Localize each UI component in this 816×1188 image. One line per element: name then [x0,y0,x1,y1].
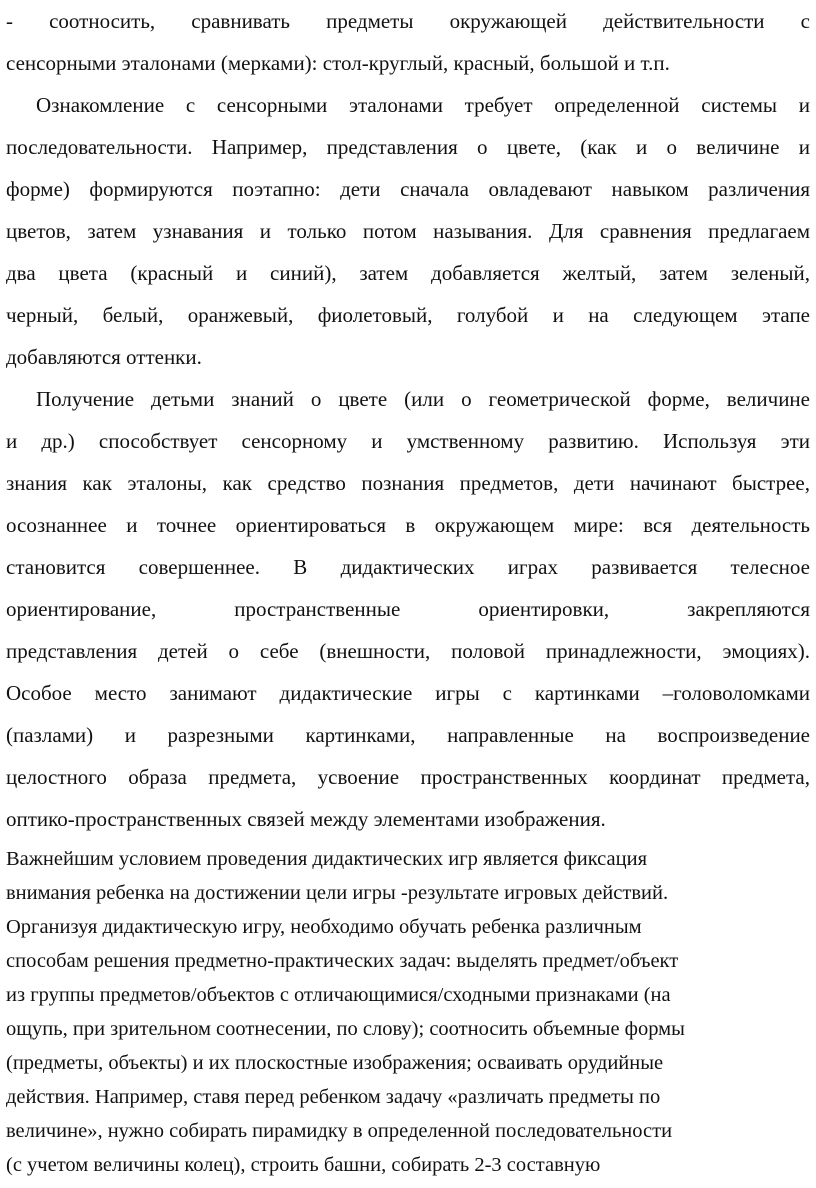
text-line: черный, белый, оранжевый, фиолетовый, голубой и на следующем этапе [6,303,810,327]
paragraph-4 [6,842,810,1182]
text-line: сенсорными эталонами (мерками): стол-круглый, красный, большой и т.п. [6,51,670,75]
text-line: Организуя дидактическую игру, необходимо обучать ребенка различным [6,916,642,938]
text-line: - соотносить, сравнивать предметы окружающей действительности с [6,9,810,33]
paragraph-3 [6,378,810,840]
paragraph-1 [6,0,810,84]
text-line: цветов, затем узнавания и только потом называния. Для сравнения предлагаем [6,219,810,243]
text-line: осознаннее и точнее ориентироваться в окружающем мире: вся деятельность [6,513,810,537]
text-line: целостного образа предмета, усвоение пространственных координат предмета, [6,765,810,789]
paragraph-2 [6,84,810,378]
text-line: Особое место занимают дидактические игры с картинками –головоломками [6,681,810,705]
text-line: (пазлами) и разрезными картинками, направленные на воспроизведение [6,723,810,747]
text-line: из группы предметов/объектов с отличающимися/сходными признаками (на [6,984,671,1006]
text-line: знания как эталоны, как средство познания предметов, дети начинают быстрее, [6,471,810,495]
text-line: способам решения предметно-практических задач: выделять предмет/объект [6,950,679,972]
text-line: и др.) способствует сенсорному и умственному развитию. Используя эти [6,429,810,453]
text-line: два цвета (красный и синий), затем добавляется желтый, затем зеленый, [6,261,810,285]
text-line: представления детей о себе (внешности, половой принадлежности, эмоциях). [6,639,810,663]
text-line: действия. Например, ставя перед ребенком задачу «различать предметы по [6,1086,661,1108]
text-line: Важнейшим условием проведения дидактических игр является фиксация [6,848,647,870]
text-line: ощупь, при зрительном соотнесении, по слову); соотносить объемные формы [6,1018,685,1040]
text-line: величине», нужно собирать пирамидку в определенной последовательности [6,1120,673,1142]
text-line: ориентирование, пространственные ориентировки, закрепляются [6,597,810,621]
text-line: Ознакомление с сенсорными эталонами требует определенной системы и [36,93,810,117]
text-line: (с учетом величины колец), строить башни, собирать 2-3 составную [6,1154,601,1176]
text-line: форме) формируются поэтапно: дети сначала овладевают навыком различения [6,177,810,201]
text-line: (предметы, объекты) и их плоскостные изображения; осваивать орудийные [6,1052,664,1074]
text-line: внимания ребенка на достижении цели игры -результате игровых действий. [6,882,669,904]
text-line: добавляются оттенки. [6,345,202,369]
text-line: оптико-пространственных связей между элементами изображения. [6,807,606,831]
text-line: Получение детьми знаний о цвете (или о геометрической форме, величине [36,387,810,411]
text-line: последовательности. Например, представления о цвете, (как и о величине и [6,135,810,159]
text-line: становится совершеннее. В дидактических играх развивается телесное [6,555,810,579]
